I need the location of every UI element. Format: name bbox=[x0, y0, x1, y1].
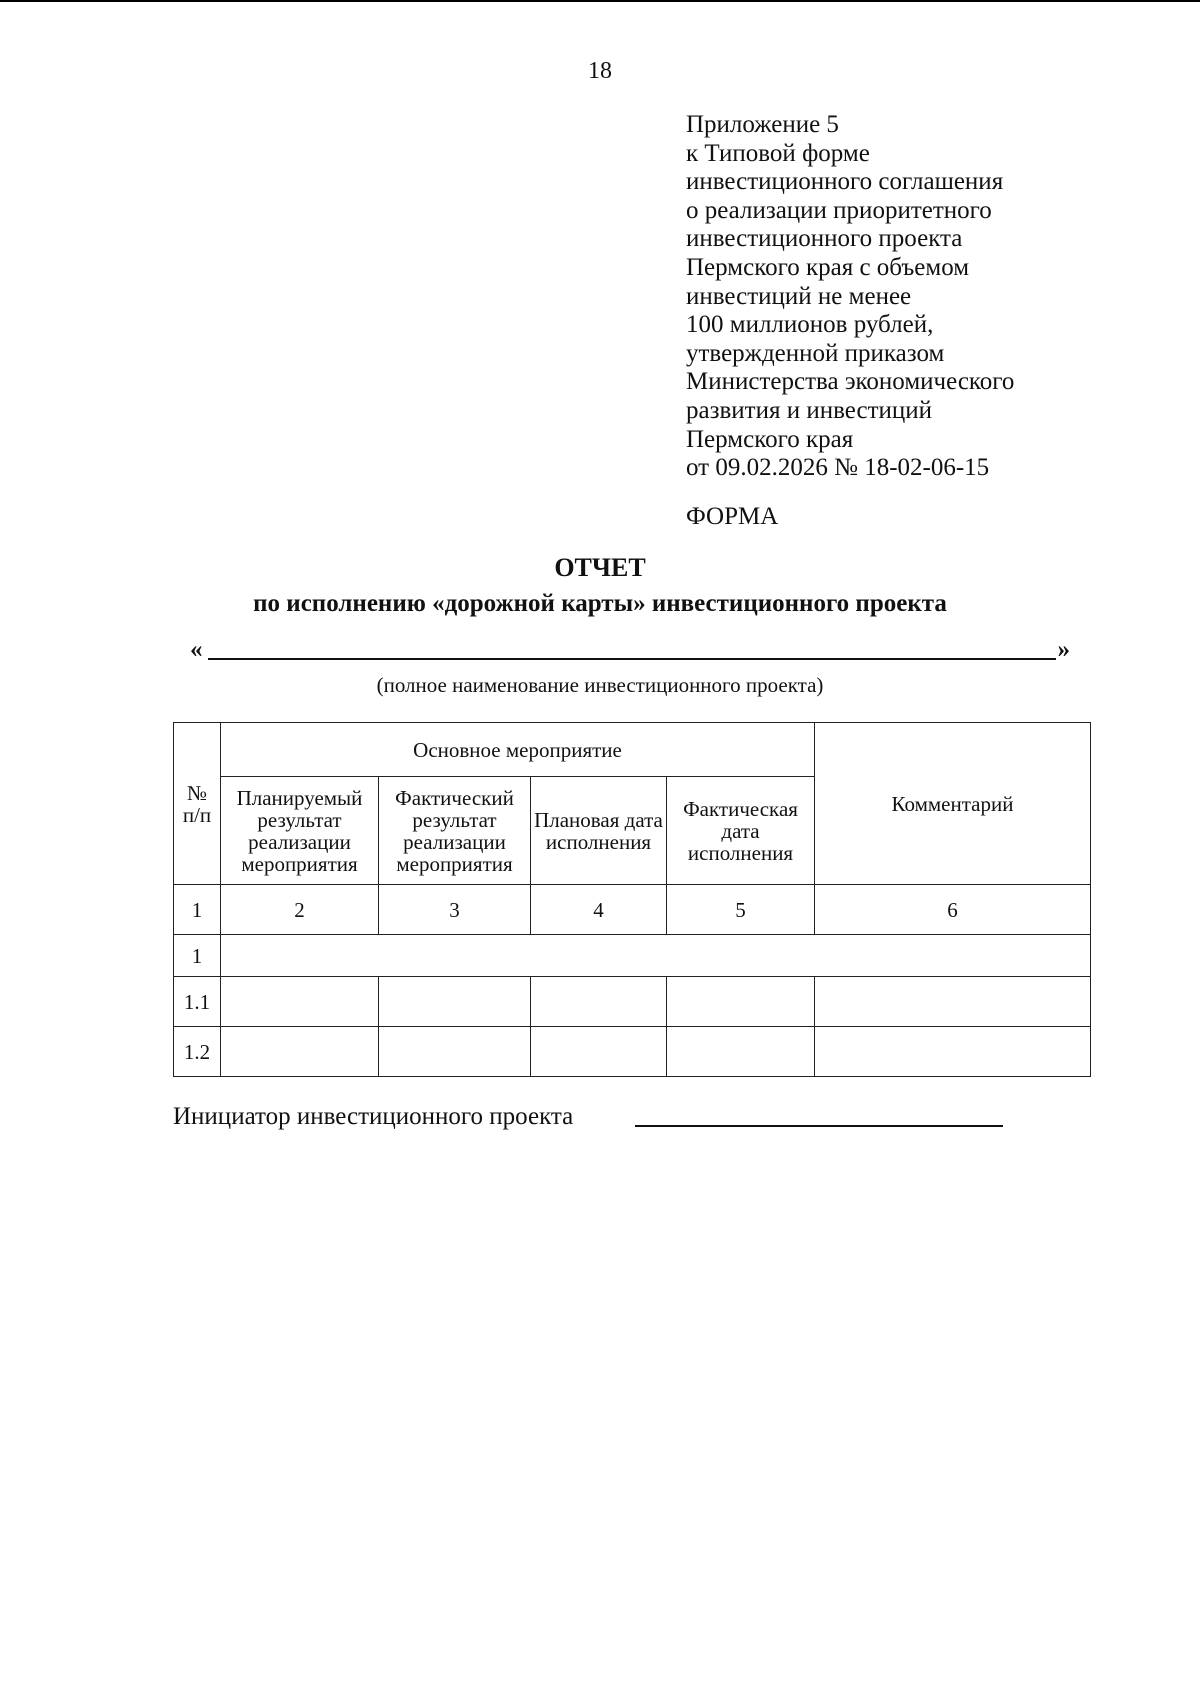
actual-result-cell[interactable] bbox=[379, 1027, 531, 1077]
quote-close: » bbox=[1057, 636, 1070, 663]
project-name-caption: (полное наименование инвестиционного проекта) bbox=[376, 673, 824, 697]
header-planned-date: Плановая дата исполнения bbox=[531, 777, 667, 885]
actual-date-cell[interactable] bbox=[667, 1027, 815, 1077]
row-number: 1 bbox=[174, 935, 221, 977]
planned-result-cell[interactable] bbox=[221, 977, 379, 1027]
actual-result-cell[interactable] bbox=[379, 977, 531, 1027]
header-comment: Комментарий bbox=[815, 723, 1091, 885]
planned-result-cell[interactable] bbox=[221, 1027, 379, 1077]
header-actual-result: Фактический результат реализации мероприятия bbox=[379, 777, 531, 885]
index-cell: 6 bbox=[815, 885, 1091, 935]
project-name-underline bbox=[208, 658, 1056, 660]
comment-cell[interactable] bbox=[815, 1027, 1091, 1077]
comment-cell[interactable] bbox=[815, 977, 1091, 1027]
roadmap-report-table bbox=[173, 722, 1091, 1077]
appendix-line: к Типовой форме bbox=[686, 139, 870, 167]
appendix-line: от 09.02.2026 № 18-02-06-15 bbox=[686, 454, 990, 482]
header-planned-result: Планируемый результат реализации мероприятия bbox=[221, 777, 379, 885]
row-number: 1.2 bbox=[174, 1027, 221, 1077]
appendix-line: о реализации приоритетного bbox=[686, 196, 992, 224]
appendix-block bbox=[686, 111, 1106, 483]
appendix-line: Приложение 5 bbox=[686, 111, 839, 138]
header-main-activity: Основное мероприятие bbox=[221, 723, 815, 777]
index-cell: 4 bbox=[531, 885, 667, 935]
appendix-line: инвестиций не менее bbox=[686, 282, 912, 310]
appendix-line: Министерства экономического bbox=[686, 368, 1015, 396]
index-cell: 3 bbox=[379, 885, 531, 935]
table-index-row bbox=[174, 885, 1091, 935]
appendix-line: Пермского края bbox=[686, 425, 854, 453]
header-number: № п/п bbox=[174, 723, 221, 885]
quote-open: « bbox=[190, 636, 203, 663]
signature-label: Инициатор инвестиционного проекта bbox=[173, 1103, 574, 1130]
report-subtitle: по исполнению «дорожной карты» инвестиционного проекта bbox=[253, 590, 947, 617]
header-actual-date: Фактическая дата исполнения bbox=[667, 777, 815, 885]
page-number: 18 bbox=[588, 58, 612, 84]
page-top-border bbox=[0, 0, 1200, 2]
appendix-line: утвержденной приказом bbox=[686, 339, 945, 367]
table-row bbox=[174, 1027, 1091, 1077]
table-header-row bbox=[174, 723, 1091, 777]
report-title: ОТЧЕТ bbox=[554, 553, 646, 582]
index-cell: 1 bbox=[174, 885, 221, 935]
table-row bbox=[174, 977, 1091, 1027]
appendix-line: развития и инвестиций bbox=[686, 396, 933, 424]
actual-date-cell[interactable] bbox=[667, 977, 815, 1027]
row-number: 1.1 bbox=[174, 977, 221, 1027]
table-row bbox=[174, 935, 1091, 977]
planned-date-cell[interactable] bbox=[531, 977, 667, 1027]
appendix-line: инвестиционного соглашения bbox=[686, 168, 1004, 196]
activity-name-cell[interactable] bbox=[221, 935, 1091, 977]
planned-date-cell[interactable] bbox=[531, 1027, 667, 1077]
index-cell: 5 bbox=[667, 885, 815, 935]
appendix-line: инвестиционного проекта bbox=[686, 225, 963, 253]
form-label: ФОРМА bbox=[686, 503, 779, 530]
project-name-field bbox=[190, 636, 1070, 668]
index-cell: 2 bbox=[221, 885, 379, 935]
appendix-line: 100 миллионов рублей, bbox=[686, 311, 934, 339]
appendix-line: Пермского края с объемом bbox=[686, 253, 970, 281]
signature-line[interactable] bbox=[635, 1125, 1003, 1127]
